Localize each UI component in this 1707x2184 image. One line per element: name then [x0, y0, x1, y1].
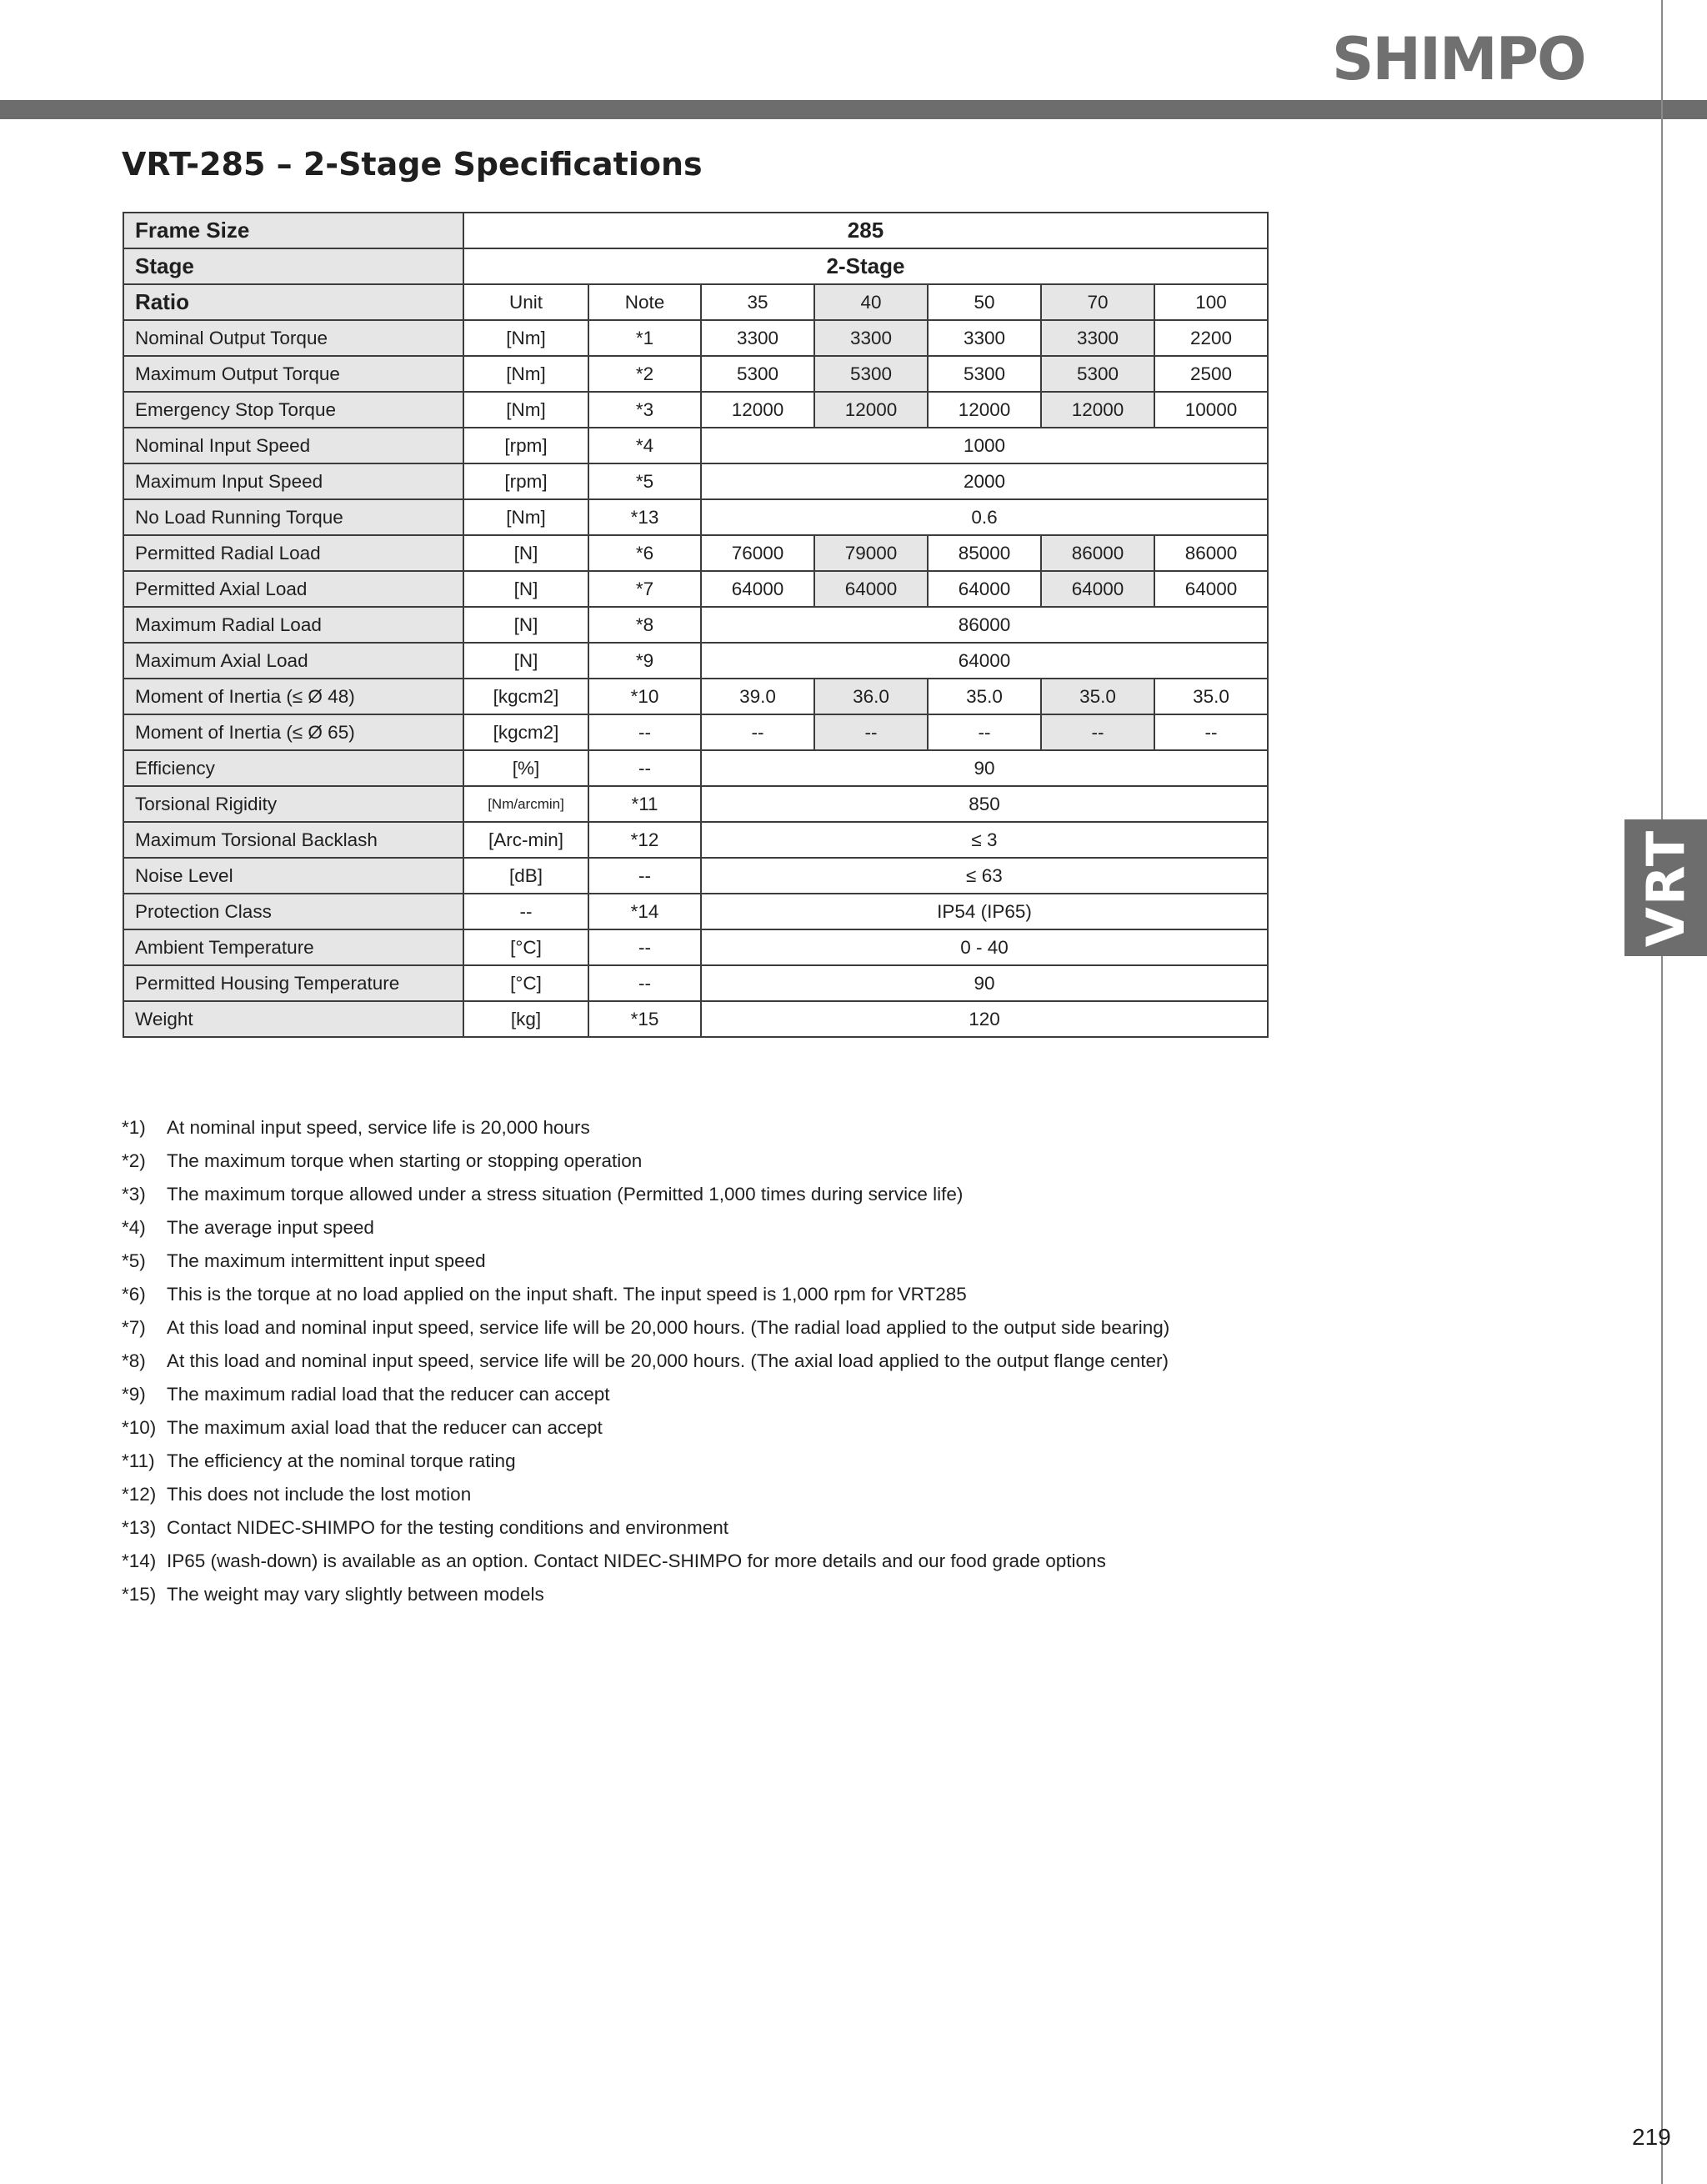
page-number: 219 [1632, 2124, 1671, 2150]
spec-table-body [123, 213, 1268, 1037]
spec-value: 64000 [701, 571, 814, 607]
footnote-number: *14) [122, 1550, 157, 1571]
footnote-number: *6) [122, 1284, 146, 1305]
spec-value: 35.0 [928, 679, 1041, 714]
ratio-value: 35 [701, 284, 814, 320]
footnote [122, 1378, 1169, 1411]
spec-value: 64000 [928, 571, 1041, 607]
footnote-number: *9) [122, 1384, 146, 1405]
spec-unit: [rpm] [463, 463, 588, 499]
spec-value: -- [1041, 714, 1154, 750]
spec-value: IP54 (IP65) [701, 894, 1268, 929]
margin-rule [1661, 0, 1663, 2184]
footnote-text: The maximum radial load that the reducer can accept [167, 1384, 610, 1405]
footnote-number: *13) [122, 1517, 157, 1538]
footnote-number: *7) [122, 1317, 146, 1338]
footnote [122, 1411, 1169, 1445]
spec-row [123, 929, 1268, 965]
footnote-text: The maximum torque when starting or stopping operation [167, 1150, 643, 1171]
footnote-text: The maximum torque allowed under a stress situation (Permitted 1,000 times during service life) [167, 1184, 964, 1205]
spec-row [123, 965, 1268, 1001]
spec-row [123, 320, 1268, 356]
ratio-value: 100 [1154, 284, 1268, 320]
spec-note: *11 [588, 786, 701, 822]
spec-note: *5 [588, 463, 701, 499]
spec-value: 10000 [1154, 392, 1268, 428]
spec-value: -- [814, 714, 928, 750]
spec-note: *15 [588, 1001, 701, 1037]
spec-row [123, 750, 1268, 786]
spec-unit: [Arc-min] [463, 822, 588, 858]
footnote-text: IP65 (wash-down) is available as an option. Contact NIDEC-SHIMPO for more details and our food grade options [167, 1550, 1106, 1571]
spec-row [123, 822, 1268, 858]
spec-value: 86000 [1154, 535, 1268, 571]
ratio-row [123, 284, 1268, 320]
footnote-text: Contact NIDEC-SHIMPO for the testing conditions and environment [167, 1517, 729, 1538]
spec-label: Moment of Inertia (≤ Ø 48) [123, 679, 463, 714]
spec-value: 86000 [1041, 535, 1154, 571]
spec-unit: [Nm] [463, 320, 588, 356]
footnote [122, 1311, 1169, 1345]
spec-value: 5300 [1041, 356, 1154, 392]
spec-value: 39.0 [701, 679, 814, 714]
spec-note: *3 [588, 392, 701, 428]
spec-value: 120 [701, 1001, 1268, 1037]
frame-size-label: Frame Size [123, 213, 463, 248]
spec-value: 3300 [1041, 320, 1154, 356]
footnote-number: *1) [122, 1117, 146, 1138]
spec-label: Permitted Axial Load [123, 571, 463, 607]
spec-value: 12000 [1041, 392, 1154, 428]
footnote-text: This does not include the lost motion [167, 1484, 472, 1505]
spec-label: Torsional Rigidity [123, 786, 463, 822]
spec-label: Moment of Inertia (≤ Ø 65) [123, 714, 463, 750]
spec-label: Nominal Input Speed [123, 428, 463, 463]
spec-row [123, 607, 1268, 643]
spec-row [123, 894, 1268, 929]
ratio-label: Ratio [123, 284, 463, 320]
spec-value: 2000 [701, 463, 1268, 499]
footnote-number: *2) [122, 1150, 146, 1171]
footnote [122, 1278, 1169, 1311]
footnote [122, 1511, 1169, 1545]
spec-value: 64000 [1154, 571, 1268, 607]
spec-value: 85000 [928, 535, 1041, 571]
spec-value: 5300 [814, 356, 928, 392]
spec-row [123, 499, 1268, 535]
spec-unit: [N] [463, 535, 588, 571]
stage-row [123, 248, 1268, 284]
frame-size-row [123, 213, 1268, 248]
footnotes-list [122, 1111, 1169, 1611]
spec-unit: [Nm] [463, 392, 588, 428]
spec-value: 2200 [1154, 320, 1268, 356]
footnote [122, 1478, 1169, 1511]
spec-label: Weight [123, 1001, 463, 1037]
spec-value: 1000 [701, 428, 1268, 463]
footnote [122, 1211, 1169, 1245]
footnote [122, 1578, 1169, 1611]
footnote-number: *10) [122, 1417, 157, 1438]
spec-note: -- [588, 929, 701, 965]
spec-note: *1 [588, 320, 701, 356]
spec-row [123, 571, 1268, 607]
spec-note: *8 [588, 607, 701, 643]
stage-label: Stage [123, 248, 463, 284]
spec-value: 64000 [814, 571, 928, 607]
spec-value: 850 [701, 786, 1268, 822]
spec-row [123, 1001, 1268, 1037]
spec-unit: [°C] [463, 965, 588, 1001]
section-tab [1624, 819, 1707, 956]
footnote-number: *8) [122, 1350, 146, 1371]
spec-unit: [%] [463, 750, 588, 786]
spec-note: -- [588, 750, 701, 786]
spec-note: *2 [588, 356, 701, 392]
footnote-number: *5) [122, 1250, 146, 1271]
footnote [122, 1145, 1169, 1178]
spec-value: 12000 [928, 392, 1041, 428]
spec-label: Protection Class [123, 894, 463, 929]
frame-size-value: 285 [463, 213, 1268, 248]
footnote-text: The maximum axial load that the reducer can accept [167, 1417, 603, 1438]
unit-header: Unit [463, 284, 588, 320]
spec-label: Permitted Radial Load [123, 535, 463, 571]
footnote-number: *3) [122, 1184, 146, 1205]
spec-value: ≤ 3 [701, 822, 1268, 858]
spec-label: No Load Running Torque [123, 499, 463, 535]
spec-value: 79000 [814, 535, 928, 571]
spec-unit: [°C] [463, 929, 588, 965]
spec-unit: [Nm/arcmin] [463, 786, 588, 822]
spec-row [123, 679, 1268, 714]
spec-row [123, 428, 1268, 463]
spec-value: 5300 [928, 356, 1041, 392]
spec-value: 64000 [1041, 571, 1154, 607]
spec-unit: [N] [463, 571, 588, 607]
spec-value: 12000 [814, 392, 928, 428]
spec-note: *10 [588, 679, 701, 714]
spec-value: 76000 [701, 535, 814, 571]
spec-unit: [kgcm2] [463, 714, 588, 750]
footnote [122, 1345, 1169, 1378]
footnote-text: The maximum intermittent input speed [167, 1250, 486, 1271]
spec-row [123, 356, 1268, 392]
footnote [122, 1111, 1169, 1145]
spec-value: 86000 [701, 607, 1268, 643]
spec-label: Maximum Output Torque [123, 356, 463, 392]
spec-unit: [kg] [463, 1001, 588, 1037]
spec-note: *14 [588, 894, 701, 929]
spec-label: Efficiency [123, 750, 463, 786]
spec-unit: [rpm] [463, 428, 588, 463]
spec-unit: [dB] [463, 858, 588, 894]
spec-value: 35.0 [1154, 679, 1268, 714]
spec-value: 3300 [814, 320, 928, 356]
footnote [122, 1545, 1169, 1578]
ratio-value: 70 [1041, 284, 1154, 320]
spec-label: Maximum Input Speed [123, 463, 463, 499]
spec-table [123, 212, 1269, 1038]
spec-label: Nominal Output Torque [123, 320, 463, 356]
spec-value: 90 [701, 965, 1268, 1001]
spec-note: *12 [588, 822, 701, 858]
spec-label: Emergency Stop Torque [123, 392, 463, 428]
spec-label: Maximum Radial Load [123, 607, 463, 643]
spec-label: Ambient Temperature [123, 929, 463, 965]
spec-value: 2500 [1154, 356, 1268, 392]
spec-value: 36.0 [814, 679, 928, 714]
footnote [122, 1178, 1169, 1211]
spec-value: 3300 [928, 320, 1041, 356]
footnote [122, 1245, 1169, 1278]
spec-row [123, 535, 1268, 571]
page-title: VRT-285 – 2-Stage Specifications [122, 146, 703, 183]
footnote-number: *11) [122, 1450, 155, 1471]
spec-label: Maximum Axial Load [123, 643, 463, 679]
spec-row [123, 463, 1268, 499]
spec-unit: [N] [463, 643, 588, 679]
footnote-number: *4) [122, 1217, 146, 1238]
spec-value: 64000 [701, 643, 1268, 679]
note-header: Note [588, 284, 701, 320]
spec-note: *7 [588, 571, 701, 607]
section-tab-label: VRT [1635, 829, 1697, 947]
spec-note: *9 [588, 643, 701, 679]
spec-row [123, 643, 1268, 679]
spec-note: *4 [588, 428, 701, 463]
spec-row [123, 392, 1268, 428]
spec-note: -- [588, 965, 701, 1001]
spec-row [123, 714, 1268, 750]
spec-value: 12000 [701, 392, 814, 428]
spec-unit: [Nm] [463, 499, 588, 535]
footnote-text: At nominal input speed, service life is 20,000 hours [167, 1117, 590, 1138]
spec-value: -- [701, 714, 814, 750]
spec-value: ≤ 63 [701, 858, 1268, 894]
spec-unit: -- [463, 894, 588, 929]
footnote-text: At this load and nominal input speed, service life will be 20,000 hours. (The radial load applied to the output side bearing) [167, 1317, 1170, 1338]
spec-label: Maximum Torsional Backlash [123, 822, 463, 858]
spec-row [123, 786, 1268, 822]
spec-note: *13 [588, 499, 701, 535]
stage-value: 2-Stage [463, 248, 1268, 284]
spec-value: 35.0 [1041, 679, 1154, 714]
footnote-text: The weight may vary slightly between models [167, 1584, 544, 1605]
spec-unit: [kgcm2] [463, 679, 588, 714]
footnote-text: This is the torque at no load applied on the input shaft. The input speed is 1,000 rpm for VRT285 [167, 1284, 967, 1305]
footnote-text: The average input speed [167, 1217, 374, 1238]
ratio-value: 50 [928, 284, 1041, 320]
footnote-number: *12) [122, 1484, 157, 1505]
spec-value: 5300 [701, 356, 814, 392]
ratio-value: 40 [814, 284, 928, 320]
spec-value: -- [1154, 714, 1268, 750]
footnote-number: *15) [122, 1584, 157, 1605]
spec-value: 90 [701, 750, 1268, 786]
spec-value: 0 - 40 [701, 929, 1268, 965]
footnote-text: At this load and nominal input speed, service life will be 20,000 hours. (The axial load applied to the output flange center) [167, 1350, 1169, 1371]
spec-unit: [N] [463, 607, 588, 643]
spec-value: -- [928, 714, 1041, 750]
spec-unit: [Nm] [463, 356, 588, 392]
spec-note: -- [588, 858, 701, 894]
spec-label: Noise Level [123, 858, 463, 894]
footnote [122, 1445, 1169, 1478]
spec-row [123, 858, 1268, 894]
spec-note: -- [588, 714, 701, 750]
spec-label: Permitted Housing Temperature [123, 965, 463, 1001]
shimpo-logo: SHIMPO [1332, 25, 1585, 93]
spec-value: 3300 [701, 320, 814, 356]
spec-note: *6 [588, 535, 701, 571]
footnote-text: The efficiency at the nominal torque rating [167, 1450, 516, 1471]
header-bar [0, 100, 1707, 119]
spec-value: 0.6 [701, 499, 1268, 535]
